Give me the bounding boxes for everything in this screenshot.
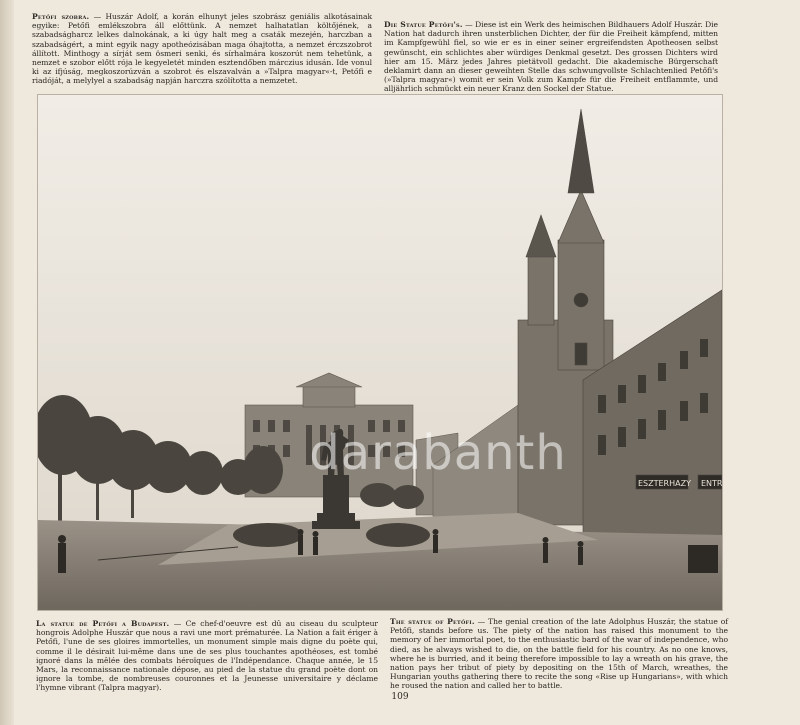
caption-french bbox=[36, 619, 378, 693]
watermark: darabanth bbox=[309, 425, 567, 481]
caption-german-text: — Diese ist ein Werk des heimischen Bildhauers Adolf Huszár. Die Nation hat dadurch ihren unsterblichen Dichter, der für die Freiheit kämpfend, mitten im Kampfgewühl fiel, so wie er es in einer seiner ergreifendsten Apotheosen selbst gewünscht, ein schlichtes aber würdiges Denkmal gesetzt. Des grossen Dichters wird hier am 15. März jedes Jahres pietätvoll gedacht. Die akademische Bürgerschaft deklamirt dann an dieser geweihten Stelle das schwungvollste Schlachtenlied Petőfi's (»Talpra magyar«) womit er sein Volk zum Kampfe für die Freiheit entflammte, und alljährlich schmückt ein neuer Kranz den Sockel der Statue. bbox=[384, 20, 718, 94]
photograph-petofi-square bbox=[37, 94, 723, 611]
page-fold-shadow bbox=[0, 0, 14, 725]
caption-hungarian bbox=[32, 12, 372, 86]
caption-german-title: Die Statue Petőfi's. bbox=[384, 20, 463, 29]
shop-sign-right: ENTR bbox=[701, 479, 722, 488]
caption-french-title: La statue de Petőfi a Budapest. bbox=[36, 619, 170, 628]
caption-english bbox=[390, 617, 728, 691]
shop-sign-left: ESZTERHAZY bbox=[638, 479, 691, 488]
caption-french-text: — Ce chef-d'oeuvre est dû au ciseau du sculpteur hongrois Adolphe Huszár que nous a ravi une mort prématurée. La Nation a fait ériger à Petőfi, l'une de ses gloires immortelles, un monument simple mais digne du poète qui, comme il le désirait lui-même dans une de ses plus touchantes apothéoses, est tombé ignoré dans la mêlée des combats héroïques de l'Indépendance. Chaque année, le 15 Mars, la reconnaissance nationale dépose, au pied de la statue du grand poète dont on ignore la tombe, de nombreuses couronnes et la Jeunesse universitaire y déclame l'hymne vibrant (Talpra magyar). bbox=[36, 619, 378, 693]
caption-english-title: The statue of Petőfi. bbox=[390, 617, 475, 626]
page-number: 109 bbox=[391, 692, 409, 702]
photo-illustration bbox=[38, 95, 722, 610]
caption-german bbox=[384, 20, 718, 94]
caption-hungarian-title: Petőfi szobra. bbox=[32, 12, 90, 21]
caption-hungarian-text: — Huszár Adolf, a korán elhunyt jeles szobrász geniális alkotásainak egyike: Petőfi emlékszobra áll előttünk. A nemzet halhatatlan költőjének, a szabadságharcz lelkes dalnokának, a ki úgy halt meg a csaták mezején, harczban a szabadságért, a mint egyik nagy apotheózisában maga óhajtotta, a nemzet érczszobrot állított. Minthogy a sírját sem ösmeri senki, és sírhalmára koszorút nem tehetünk, a nemzet e szobor előtt rója le kegyeletét minden esztendőben márczius idusán. Ide vonul ki az ifjúság, megkoszorúzván a szobrot és elszavalván a »Talpra magyar«-t, Petőfi e riadóját, a melylyel a szabadság napján harczra szólította a nemzetet. bbox=[32, 12, 372, 86]
caption-english-text: — The genial creation of the late Adolphus Huszár, the statue of Petőfi, stands before us. The piety of the nation has raised this monument to the memory of her immortal poet, to the enthusiastic bard of the war of independence, who died, as he always wished to die, on the battle field for his country. As no one knows, where he is burried, and it being therefore impossible to lay a wreath on his grave, the nation pays her tribut of piety by depositing on the 15th of March, wreathes, the Hungarian youths gathering there to recite the song «Rise up Hungarians», with which he roused the nation and called her to battle. bbox=[390, 617, 728, 691]
